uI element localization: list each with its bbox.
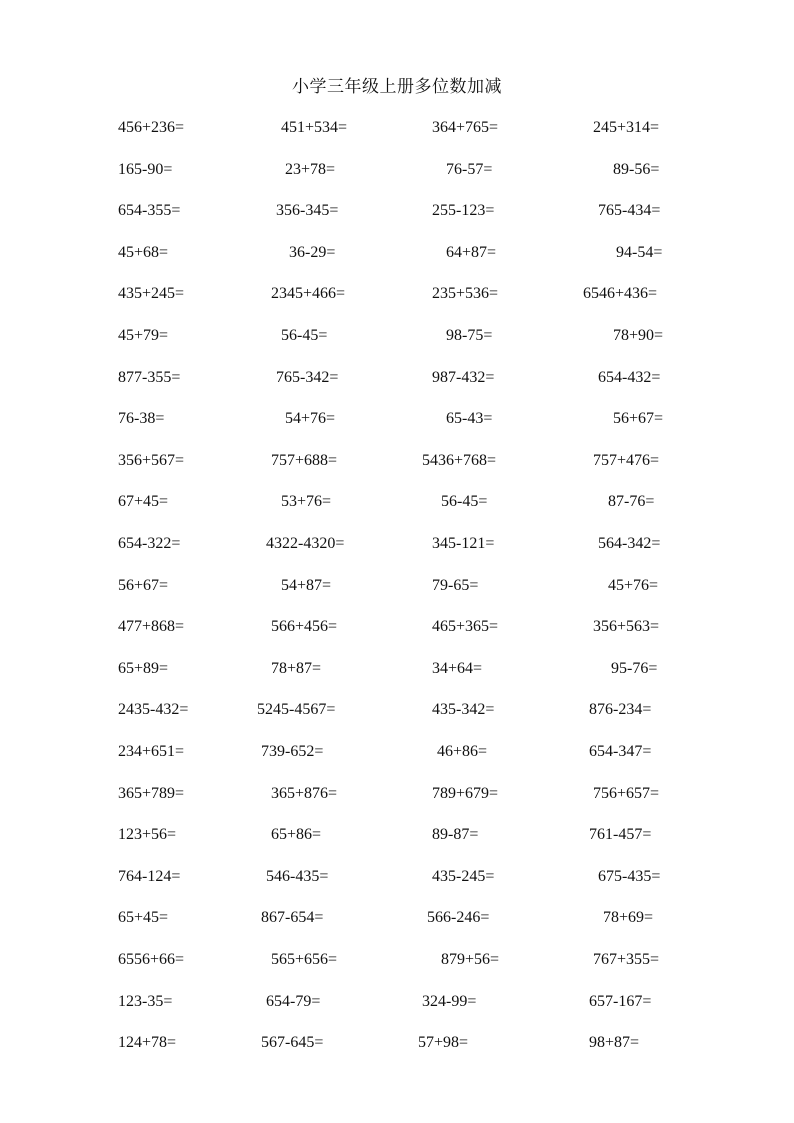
problem-r12-c2: 54+87= — [281, 577, 332, 594]
problem-r8-c4: 56+67= — [613, 410, 664, 427]
problem-r18-c2: 65+86= — [271, 826, 322, 843]
problem-r23-c4: 98+87= — [589, 1034, 640, 1051]
problem-r15-c2: 5245-4567= — [257, 701, 336, 718]
problem-r14-c4: 95-76= — [611, 660, 658, 677]
problem-r20-c3: 566-246= — [427, 909, 490, 926]
problem-r16-c4: 654-347= — [589, 743, 652, 760]
problem-r19-c2: 546-435= — [266, 868, 329, 885]
problem-r14-c3: 34+64= — [432, 660, 483, 677]
problem-r5-c3: 235+536= — [432, 285, 499, 302]
problem-r3-c2: 356-345= — [276, 202, 339, 219]
problem-r9-c3: 5436+768= — [422, 452, 497, 469]
problem-r8-c1: 76-38= — [118, 410, 165, 427]
problem-r11-c2: 4322-4320= — [266, 535, 345, 552]
problem-r21-c4: 767+355= — [593, 951, 660, 968]
problem-r1-c4: 245+314= — [593, 119, 660, 136]
problem-r6-c4: 78+90= — [613, 327, 664, 344]
page-title: 小学三年级上册多位数加减 — [292, 77, 502, 96]
problem-r6-c3: 98-75= — [446, 327, 493, 344]
problem-r18-c3: 89-87= — [432, 826, 479, 843]
problem-r23-c2: 567-645= — [261, 1034, 324, 1051]
problem-r15-c3: 435-342= — [432, 701, 495, 718]
problem-r22-c2: 654-79= — [266, 993, 321, 1010]
problem-r19-c4: 675-435= — [598, 868, 661, 885]
problem-r6-c2: 56-45= — [281, 327, 328, 344]
problem-r7-c2: 765-342= — [276, 369, 339, 386]
problem-r13-c4: 356+563= — [593, 618, 660, 635]
problem-r17-c4: 756+657= — [593, 785, 660, 802]
problem-r6-c1: 45+79= — [118, 327, 169, 344]
problem-r21-c3: 879+56= — [441, 951, 500, 968]
problem-r1-c3: 364+765= — [432, 119, 499, 136]
problem-r5-c2: 2345+466= — [271, 285, 346, 302]
problem-r5-c1: 435+245= — [118, 285, 185, 302]
problem-r1-c1: 456+236= — [118, 119, 185, 136]
problem-r14-c2: 78+87= — [271, 660, 322, 677]
problem-r2-c1: 165-90= — [118, 161, 173, 178]
problem-r16-c2: 739-652= — [261, 743, 324, 760]
problem-r15-c1: 2435-432= — [118, 701, 189, 718]
problem-r19-c3: 435-245= — [432, 868, 495, 885]
problem-r7-c3: 987-432= — [432, 369, 495, 386]
problem-r9-c1: 356+567= — [118, 452, 185, 469]
problem-r18-c4: 761-457= — [589, 826, 652, 843]
problem-r20-c2: 867-654= — [261, 909, 324, 926]
problem-r7-c4: 654-432= — [598, 369, 661, 386]
problem-r22-c4: 657-167= — [589, 993, 652, 1010]
problem-r2-c4: 89-56= — [613, 161, 660, 178]
problem-r19-c1: 764-124= — [118, 868, 181, 885]
problem-r10-c2: 53+76= — [281, 493, 332, 510]
problem-r20-c1: 65+45= — [118, 909, 169, 926]
problem-r16-c3: 46+86= — [437, 743, 488, 760]
problem-r11-c3: 345-121= — [432, 535, 495, 552]
problem-r11-c4: 564-342= — [598, 535, 661, 552]
problem-r3-c3: 255-123= — [432, 202, 495, 219]
problem-r12-c3: 79-65= — [432, 577, 479, 594]
problem-r10-c1: 67+45= — [118, 493, 169, 510]
problem-r8-c3: 65-43= — [446, 410, 493, 427]
problem-r10-c4: 87-76= — [608, 493, 655, 510]
problem-r9-c2: 757+688= — [271, 452, 338, 469]
problem-r11-c1: 654-322= — [118, 535, 181, 552]
problem-r4-c3: 64+87= — [446, 244, 497, 261]
problem-r17-c1: 365+789= — [118, 785, 185, 802]
problem-r4-c2: 36-29= — [289, 244, 336, 261]
problem-r21-c1: 6556+66= — [118, 951, 185, 968]
problem-r15-c4: 876-234= — [589, 701, 652, 718]
problem-r23-c3: 57+98= — [418, 1034, 469, 1051]
problem-r5-c4: 6546+436= — [583, 285, 658, 302]
problem-r16-c1: 234+651= — [118, 743, 185, 760]
problem-r8-c2: 54+76= — [285, 410, 336, 427]
problem-r17-c2: 365+876= — [271, 785, 338, 802]
problem-r4-c1: 45+68= — [118, 244, 169, 261]
problem-r22-c3: 324-99= — [422, 993, 477, 1010]
problem-r13-c3: 465+365= — [432, 618, 499, 635]
problem-r1-c2: 451+534= — [281, 119, 348, 136]
problem-r2-c3: 76-57= — [446, 161, 493, 178]
problem-r14-c1: 65+89= — [118, 660, 169, 677]
problem-r18-c1: 123+56= — [118, 826, 177, 843]
problem-r7-c1: 877-355= — [118, 369, 181, 386]
problem-r3-c4: 765-434= — [598, 202, 661, 219]
problem-r21-c2: 565+656= — [271, 951, 338, 968]
problem-r9-c4: 757+476= — [593, 452, 660, 469]
problem-r12-c4: 45+76= — [608, 577, 659, 594]
problem-r20-c4: 78+69= — [603, 909, 654, 926]
problem-r2-c2: 23+78= — [285, 161, 336, 178]
problem-r17-c3: 789+679= — [432, 785, 499, 802]
problem-r12-c1: 56+67= — [118, 577, 169, 594]
problem-r13-c1: 477+868= — [118, 618, 185, 635]
problem-r3-c1: 654-355= — [118, 202, 181, 219]
problem-r23-c1: 124+78= — [118, 1034, 177, 1051]
problem-r4-c4: 94-54= — [616, 244, 663, 261]
problem-r13-c2: 566+456= — [271, 618, 338, 635]
problem-r10-c3: 56-45= — [441, 493, 488, 510]
problem-r22-c1: 123-35= — [118, 993, 173, 1010]
